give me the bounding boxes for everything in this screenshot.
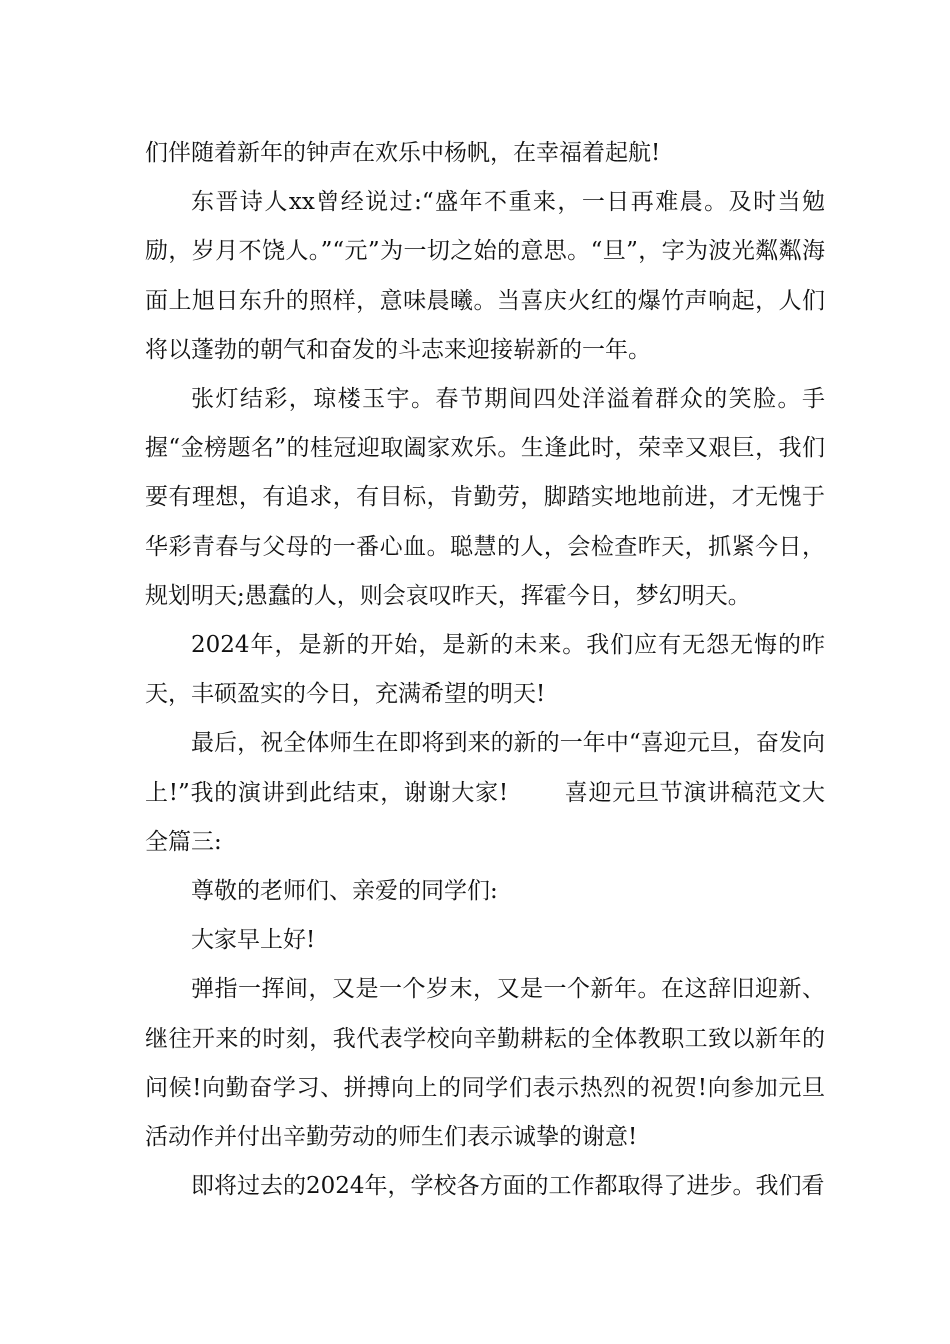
paragraph-salutation: 尊敬的老师们、亲爱的同学们: — [191, 878, 498, 905]
document-body — [145, 129, 825, 1211]
paragraph-closing — [145, 719, 825, 867]
paragraph-greeting: 大家早上好! — [191, 927, 316, 954]
paragraph-year-end: 弹指一挥间，又是一个岁末，又是一个新年。在这辞旧迎新、继往开来的时刻，我代表学校向辛勤耕耘的全体教职工致以新年的问候!向勤奋学习、拼搏向上的同学们表示热烈的祝贺!向参加元旦活动作并付出辛勤劳动的师生们表示诚挚的谢意! — [145, 976, 825, 1151]
paragraph-achievements: 即将过去的2024年，学校各方面的工作都取得了进步。我们看 — [191, 1173, 825, 1200]
paragraph-new-year: 2024年，是新的开始，是新的未来。我们应有无怨无悔的昨天，丰硕盈实的今日，充满希望的明天! — [145, 632, 825, 708]
paragraph-continuation: 们伴随着新年的钟声在欢乐中杨帆，在幸福着起航! — [145, 140, 661, 166]
closing-text: 最后，祝全体师生在即将到来的新的一年中“喜迎元旦，奋发向上!”我的演讲到此结束，谢谢大家! — [145, 730, 825, 806]
paragraph-festival: 张灯结彩，琼楼玉宇。春节期间四处洋溢着群众的笑脸。手握“金榜题名”的桂冠迎取阖家欢乐。生逢此时，荣幸又艰巨，我们要有理想，有追求，有目标，肯勤劳，脚踏实地地前进，才无愧于华彩青春与父母的一番心血。聪慧的人，会检查昨天，抓紧今日，规划明天;愚蠢的人，则会哀叹昨天，挥霍今日，梦幻明天。 — [145, 386, 825, 609]
section-title-part-three: 喜迎元旦节演讲稿范文大全篇三: — [145, 779, 825, 855]
paragraph-poem-quote: 东晋诗人xx曾经说过:“盛年不重来，一日再难晨。及时当勉励，岁月不饶人。”“元”为一切之始的意思。“旦”，字为波光粼粼海面上旭日东升的照样，意味晨曦。当喜庆火红的爆竹声响起，人们将以蓬勃的朝气和奋发的斗志来迎接崭新的一年。 — [145, 189, 825, 363]
